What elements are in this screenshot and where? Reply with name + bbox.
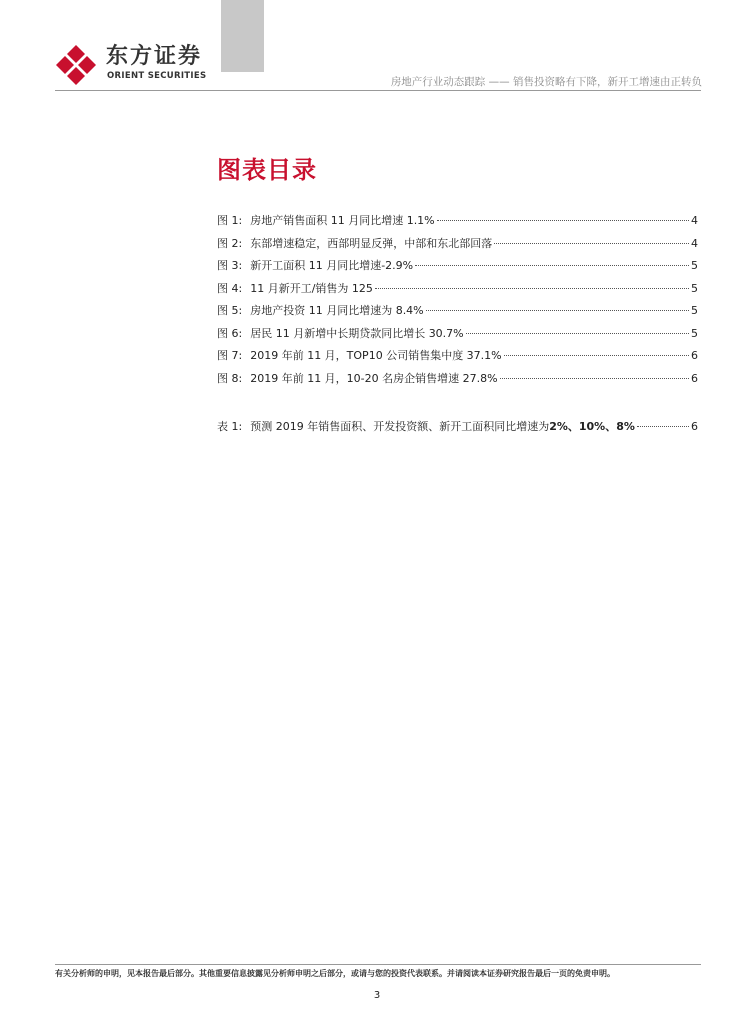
page-number: 3 <box>373 990 381 1001</box>
toc-label: 图 3: <box>217 259 243 272</box>
toc-label: 图 2: <box>217 236 243 250</box>
toc-page: 6 <box>691 420 698 433</box>
toc-entry-figure-5[interactable] <box>217 302 698 325</box>
toc-text: 东部增速稳定，西部明显反弹，中部和东北部回落 <box>250 236 493 250</box>
table-list <box>217 418 698 441</box>
logo-english-name: ORIENT SECURITIES <box>107 71 207 81</box>
toc-label: 图 1: <box>217 214 243 227</box>
toc-text-bold: 2%、10%、8% <box>549 420 635 433</box>
toc-entry-figure-7[interactable] <box>217 347 698 370</box>
toc-page: 5 <box>691 304 698 317</box>
toc-text <box>250 418 635 434</box>
header-gray-tab <box>221 0 264 72</box>
toc-leader <box>437 220 689 221</box>
logo-chinese-name: 东方证券 <box>106 44 203 69</box>
toc-text: 新开工面积 11 月同比增速-2.9% <box>250 259 414 272</box>
toc-leader <box>375 288 689 289</box>
toc-text: 11 月新开工/销售为 125 <box>250 281 373 295</box>
toc-leader <box>500 378 689 379</box>
toc-entry-figure-8[interactable] <box>217 370 698 393</box>
toc-entry-figure-4[interactable] <box>217 280 698 303</box>
toc-entry-figure-6[interactable] <box>217 325 698 348</box>
toc-page: 5 <box>691 281 698 295</box>
toc-leader <box>426 310 689 311</box>
toc-text: 2019 年前 11 月，TOP10 公司销售集中度 37.1% <box>250 349 502 362</box>
toc-text: 房地产销售面积 11 月同比增速 1.1% <box>250 214 435 227</box>
toc-label: 图 5: <box>217 304 243 317</box>
header-divider <box>55 90 701 91</box>
toc-page: 5 <box>691 259 698 272</box>
toc-entry-figure-2[interactable] <box>217 235 698 258</box>
toc-leader <box>637 426 689 427</box>
toc-label: 表 1: <box>217 420 243 433</box>
toc-text: 房地产投资 11 月同比增速为 8.4% <box>250 304 424 317</box>
toc-entry-figure-1[interactable] <box>217 212 698 235</box>
orient-logo-icon <box>55 44 97 86</box>
footer-divider <box>55 964 701 965</box>
toc-entry-figure-3[interactable] <box>217 257 698 280</box>
toc-page: 6 <box>691 349 698 362</box>
toc-entry-table-1[interactable] <box>217 418 698 441</box>
toc-text-main: 预测 2019 年销售面积、开发投资额、新开工面积同比增速为 <box>250 420 550 433</box>
toc-page: 6 <box>691 371 698 385</box>
toc-leader <box>504 355 689 356</box>
toc-leader <box>466 333 689 334</box>
toc-label: 图 4: <box>217 281 243 295</box>
toc-page: 5 <box>691 326 698 340</box>
toc-page: 4 <box>691 236 698 250</box>
toc-label: 图 6: <box>217 326 243 340</box>
toc-text: 2019 年前 11 月，10-20 名房企销售增速 27.8% <box>250 371 498 385</box>
header-caption: 房地产行业动态跟踪 —— 销售投资略有下降，新开工增速由正转负 <box>390 76 702 88</box>
toc-label: 图 8: <box>217 371 243 385</box>
toc-leader <box>494 243 689 244</box>
footer-disclaimer: 有关分析师的申明，见本报告最后部分。其他重要信息披露见分析师申明之后部分，或请与您的投资代表联系。并请阅读本证券研究报告最后一页的免责申明。 <box>55 969 615 978</box>
toc-text: 居民 11 月新增中长期贷款同比增长 30.7% <box>250 326 464 340</box>
toc-title: 图表目录 <box>217 156 317 184</box>
toc-page: 4 <box>691 214 698 227</box>
figure-list <box>217 212 698 392</box>
toc-leader <box>415 265 689 266</box>
toc-label: 图 7: <box>217 349 243 362</box>
